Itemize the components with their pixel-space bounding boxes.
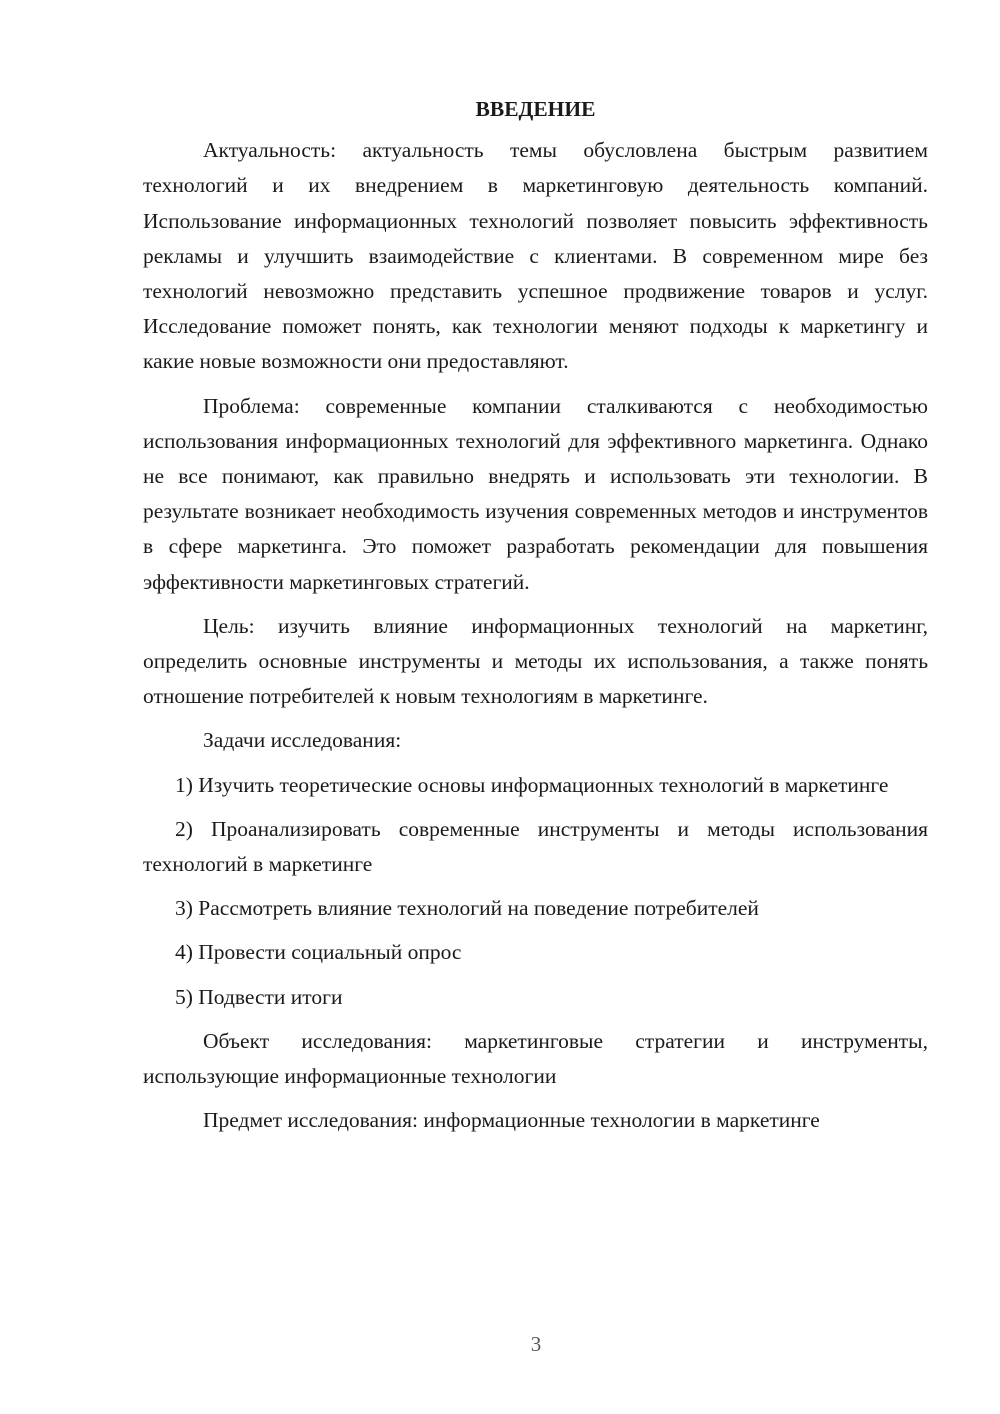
paragraph-object: Объект исследования: маркетинговые стратегии и инструменты, использующие информационные технологии bbox=[143, 1028, 928, 1089]
task-item-1: 1) Изучить теоретические основы информационных технологий в маркетинге bbox=[175, 772, 889, 797]
paragraph-relevance: Актуальность: актуальность темы обусловлена быстрым развитием технологий и их внедрением в маркетинговую деятельность компаний. Использование информационных технологий позволяет повысить эффективность рекламы и улучшить взаимодействие с клиентами. В современном мире без технологий невозможно представить успешное продвижение товаров и услуг. Исследование поможет понять, как технологии меняют подходы к маркетингу и какие новые возможности они предоставляют. bbox=[143, 138, 928, 374]
document-page bbox=[143, 92, 928, 1147]
tasks-heading: Задачи исследования: bbox=[203, 728, 402, 753]
task-item-2: 2) Проанализировать современные инструменты и методы использования технологий в маркетинге bbox=[143, 816, 928, 877]
page-number: 3 bbox=[530, 1332, 542, 1356]
paragraph-problem: Проблема: современные компании сталкиваются с необходимостью использования информационных технологий для эффективного маркетинга. Однако не все понимают, как правильно внедрять и использовать эти технологии. В результате возникает необходимость изучения современных методов и инструментов в сфере маркетинга. Это поможет разработать рекомендации для повышения эффективности маркетинговых стратегий. bbox=[143, 393, 928, 594]
paragraph-goal: Цель: изучить влияние информационных технологий на маркетинг, определить основные инструменты и методы их использования, а также понять отношение потребителей к новым технологиям в маркетинге. bbox=[143, 613, 928, 709]
task-item-5: 5) Подвести итоги bbox=[175, 984, 343, 1009]
section-heading: ВВЕДЕНИЕ bbox=[475, 97, 596, 121]
paragraph-subject: Предмет исследования: информационные технологии в маркетинге bbox=[203, 1108, 820, 1133]
task-item-4: 4) Провести социальный опрос bbox=[175, 940, 462, 965]
task-item-3: 3) Рассмотреть влияние технологий на поведение потребителей bbox=[175, 896, 759, 921]
